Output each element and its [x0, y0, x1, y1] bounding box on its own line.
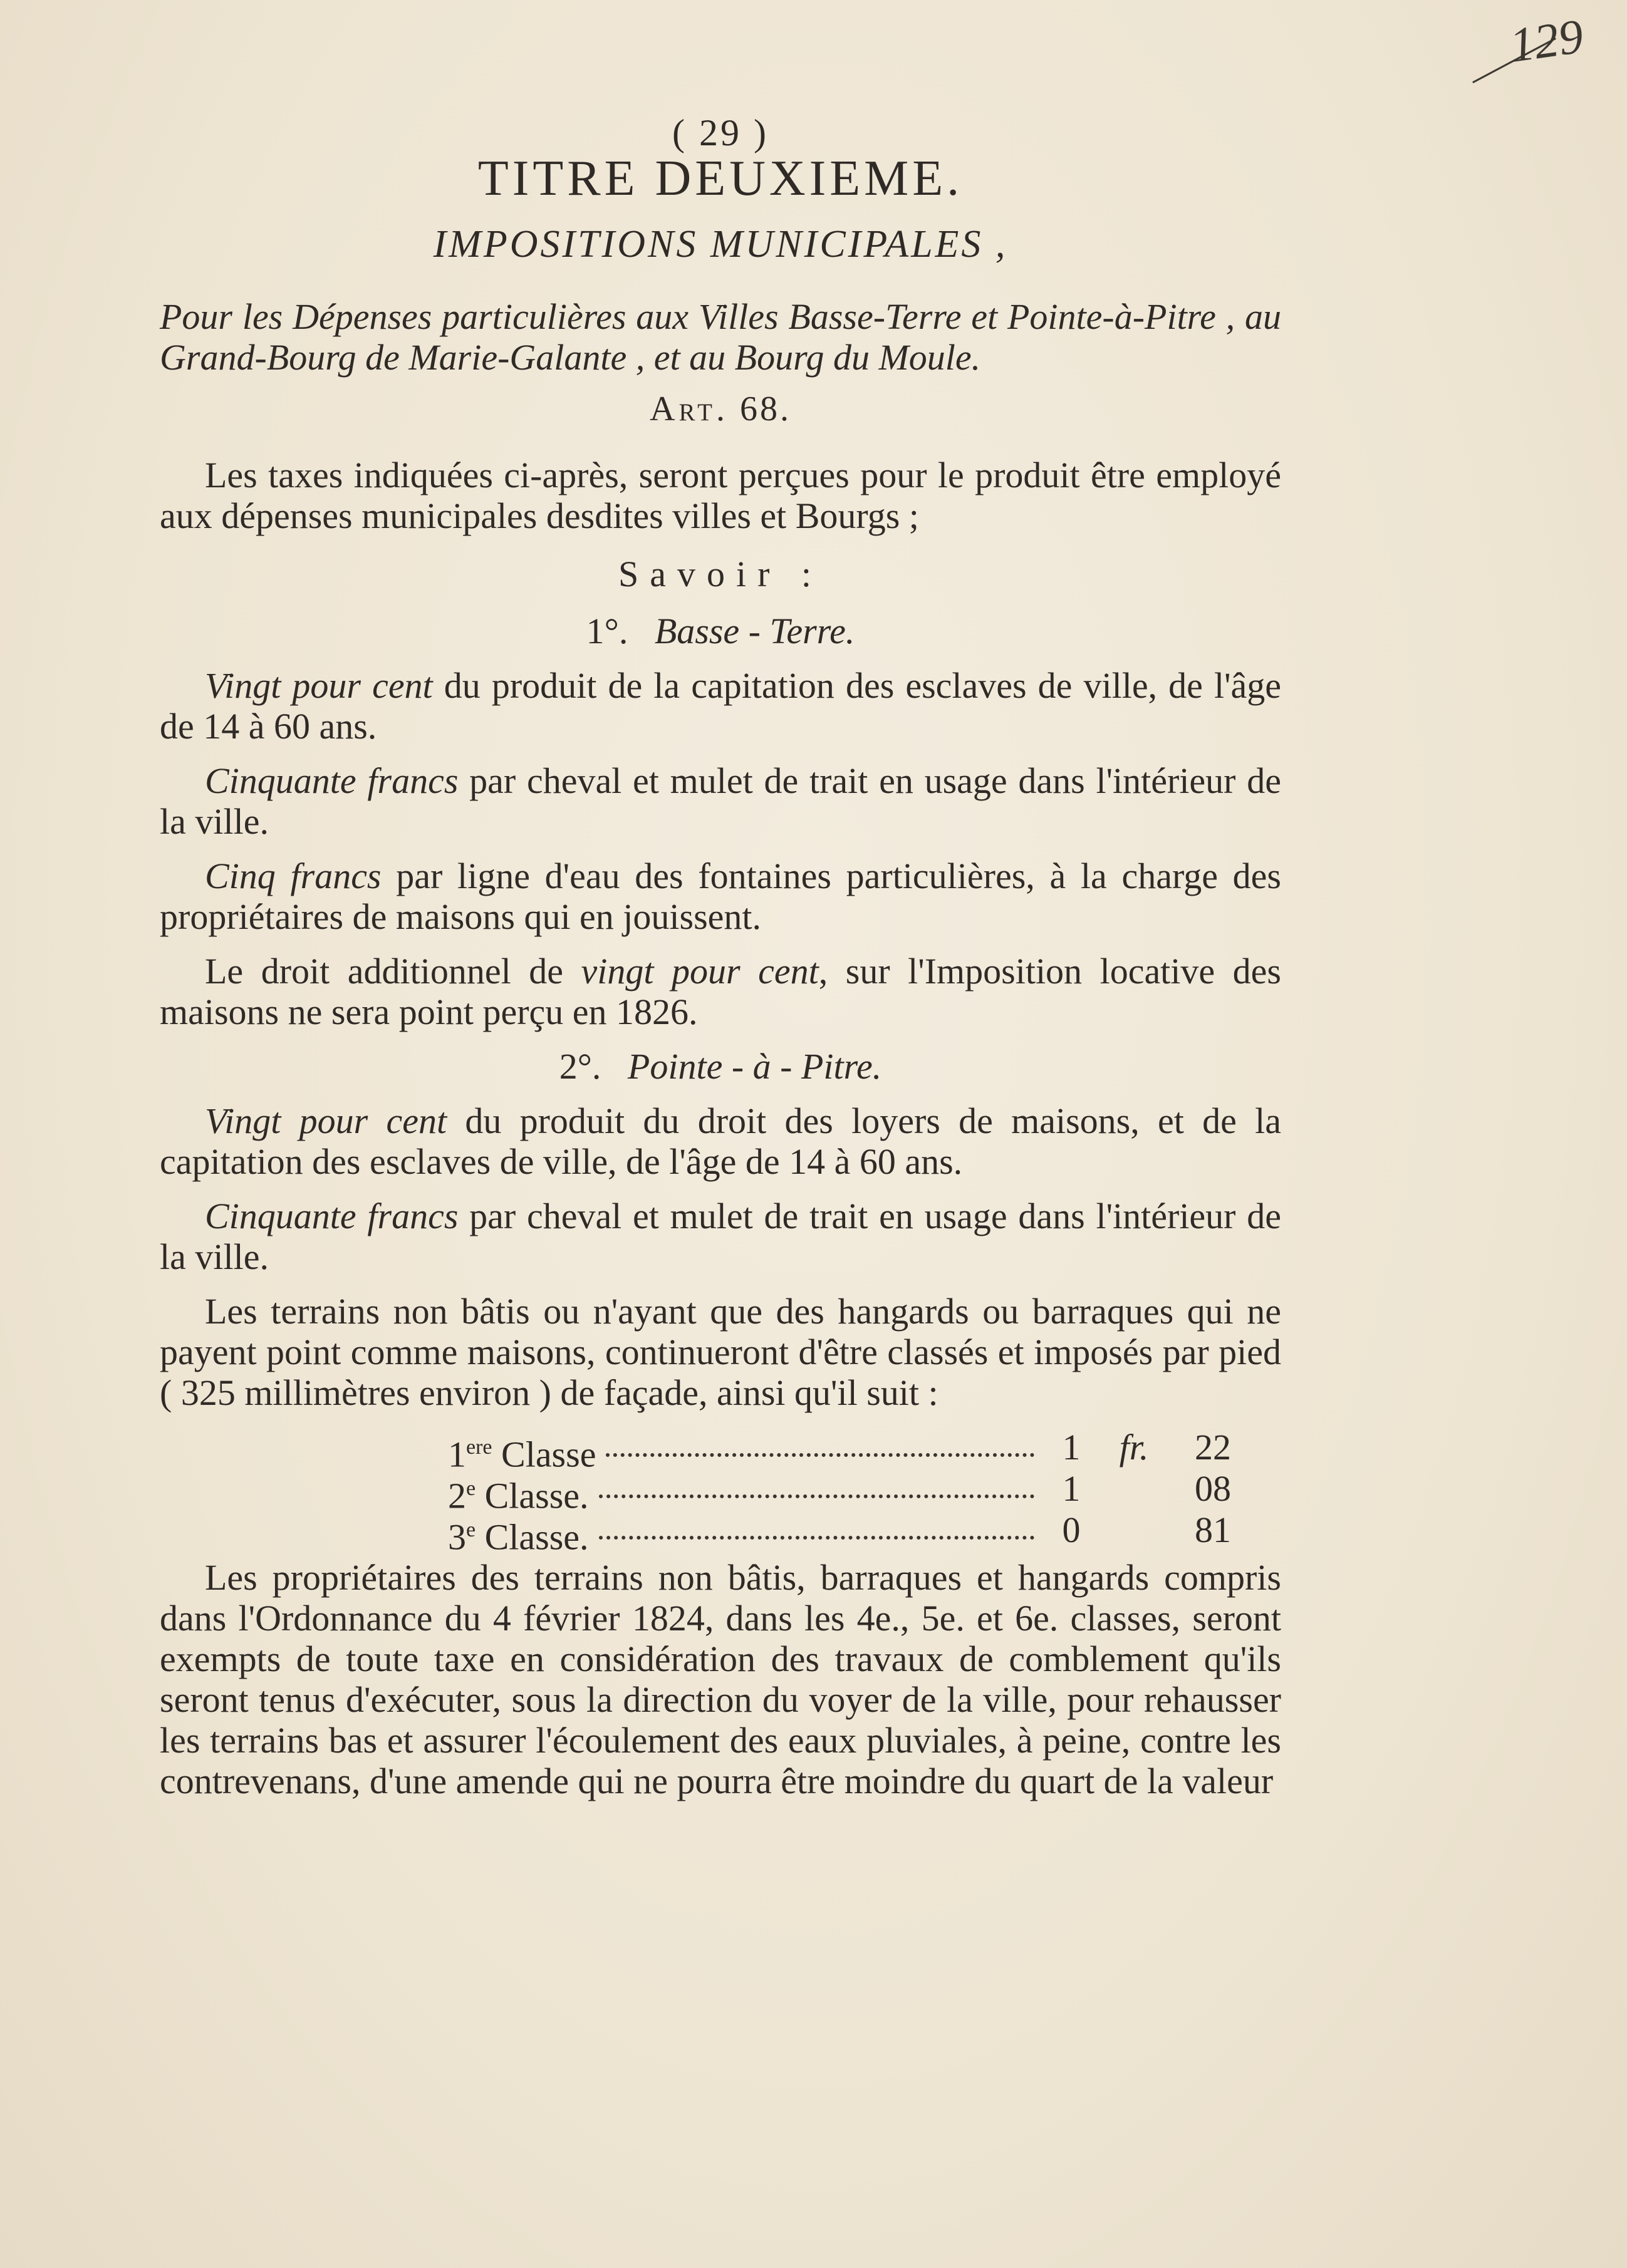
section2-heading: [160, 1046, 1281, 1087]
class-francs: 1: [1062, 1468, 1081, 1509]
section1-paragraph-2: [160, 760, 1281, 842]
page-number: ( 29 ): [672, 112, 769, 153]
leader-dots: [599, 1468, 1034, 1498]
leader-dots: [599, 1509, 1034, 1540]
heading-pour: Pour les Dépenses particulières aux Villes Basse-Terre et Pointe-à-Pitre , au Grand-Bourg de Marie-Galante , et au Bourg du Moule.: [160, 296, 1281, 378]
s1p2-emphasis: Cinquante francs: [205, 760, 459, 801]
s2p2-emphasis: Cinquante francs: [205, 1196, 459, 1236]
article-number: 68.: [739, 390, 791, 428]
s1p2-text: par cheval et mulet de trait en usage dans l'intérieur de la ville.: [160, 760, 1281, 842]
class-label: 3e Classe.: [448, 1516, 589, 1558]
folio-number: 129: [1506, 8, 1587, 73]
title: TITRE DEUXIEME.: [477, 151, 964, 206]
savoir-heading: Savoir :: [618, 554, 823, 594]
section2-paragraph-4: Les propriétaires des terrains non bâtis, barraques et hangards compris dans l'Ordonnance du 4 février 1824, dans les 4e., 5e. et 6e. classes, seront exempts de toute taxe en considération des travaux de comblement qu'ils seront tenus d'exécuter, sous la direction du voyer de la ville, pour rehausser les terrains bas et assurer l'écoulement des eaux pluviales, à peine, contre les contrevenans, d'une amende qui ne pourra être moindre du quart de la valeur: [160, 1557, 1281, 1801]
class-francs: 0: [1062, 1509, 1081, 1550]
s1p1-emphasis: Vingt pour cent: [205, 665, 433, 706]
leader-dots: [606, 1427, 1034, 1457]
class-unit: fr.: [1119, 1427, 1149, 1468]
intro-paragraph: Les taxes indiquées ci-après, seront perçues pour le produit être employé aux dépenses municipales desdites villes et Bourgs ;: [160, 455, 1281, 536]
section2-place: Pointe - à - Pitre.: [627, 1046, 882, 1087]
class-row: [448, 1509, 1231, 1558]
page-body: [160, 113, 1281, 1815]
class-row: [448, 1468, 1231, 1516]
class-unit: [1093, 1468, 1175, 1509]
s1p4-text-a: Le droit additionnel de: [205, 951, 581, 992]
article-heading: [160, 389, 1281, 430]
class-centimes: 08: [1195, 1468, 1231, 1509]
section1-paragraph-3: [160, 856, 1281, 937]
article-prefix: Art.: [650, 390, 729, 428]
section1-heading: [160, 611, 1281, 651]
subtitle: IMPOSITIONS MUNICIPALES ,: [433, 223, 1008, 266]
class-centimes: 81: [1195, 1509, 1231, 1550]
class-row: [448, 1427, 1231, 1475]
class-label: 1ere Classe: [448, 1434, 596, 1475]
section1-number: 1°.: [586, 611, 628, 651]
class-centimes: 22: [1195, 1427, 1231, 1468]
class-label: 2e Classe.: [448, 1475, 589, 1516]
section1-place: Basse - Terre.: [654, 611, 855, 651]
s1p3-text: par ligne d'eau des fontaines particulières, à la charge des propriétaires de maisons qui en jouissent.: [160, 856, 1281, 937]
section2-paragraph-1: [160, 1100, 1281, 1182]
class-unit: [1093, 1509, 1175, 1551]
s1p3-emphasis: Cinq francs: [205, 856, 382, 896]
classes-table: [448, 1427, 1231, 1558]
s2p1-text: du produit du droit des loyers de maisons, et de la capitation des esclaves de ville, de l'âge de 14 à 60 ans.: [160, 1100, 1281, 1182]
section2-paragraph-3: Les terrains non bâtis ou n'ayant que des hangards ou barraques qui ne payent point comme maisons, continueront d'être classés et imposés par pied ( 325 millimètres environ ) de façade, ainsi qu'il suit :: [160, 1291, 1281, 1413]
section1-paragraph-1: [160, 665, 1281, 747]
s1p1-text: du produit de la capitation des esclaves de ville, de l'âge de 14 à 60 ans.: [160, 665, 1282, 747]
s1p4-text-b: , sur l'Imposition locative des maisons ne sera point perçu en 1826.: [160, 951, 1281, 1032]
s1p4-emphasis: vingt pour cent: [581, 951, 819, 992]
s2p1-emphasis: Vingt pour cent: [205, 1100, 447, 1141]
section2-paragraph-2: [160, 1196, 1281, 1277]
section1-paragraph-4: [160, 951, 1281, 1032]
section2-number: 2°.: [559, 1046, 601, 1087]
s2p2-text: par cheval et mulet de trait en usage dans l'intérieur de la ville.: [160, 1196, 1281, 1277]
class-francs: 1: [1062, 1427, 1081, 1468]
